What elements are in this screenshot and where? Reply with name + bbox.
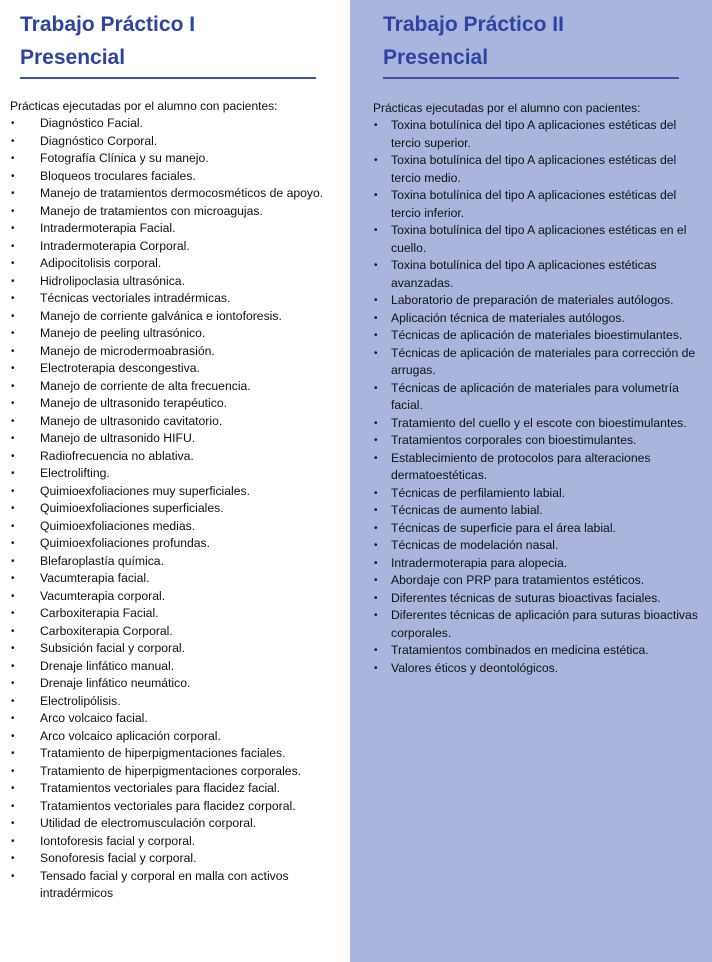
bullet-icon: •: [374, 487, 378, 499]
bullet-icon: •: [11, 695, 15, 707]
list-item-text: Toxina botulínica del tipo A aplicaciones estéticas avanzadas.: [391, 258, 657, 290]
list-item: [10, 168, 340, 186]
list-item: [10, 623, 340, 641]
list-item-text: Arco volcaico facial.: [40, 711, 148, 725]
list-item: [373, 450, 698, 485]
list-item: [10, 308, 340, 326]
bullet-icon: •: [11, 730, 15, 742]
bullet-icon: •: [11, 573, 15, 584]
title-line-1: Trabajo Práctico II: [383, 13, 564, 36]
list-item-text: Aplicación técnica de materiales autólogos.: [391, 310, 625, 325]
bullet-icon: •: [374, 155, 378, 166]
list-item: [10, 815, 340, 833]
list-item: [10, 413, 340, 431]
bullet-icon: •: [11, 520, 15, 532]
bullet-icon: •: [11, 835, 15, 847]
list-item-text: Quimioexfoliaciones superficiales.: [40, 501, 224, 515]
intro-text: Prácticas ejecutadas por el alumno con pacientes:: [10, 99, 278, 113]
column-title: [20, 8, 195, 74]
bullet-icon: •: [374, 295, 378, 306]
bullet-icon: •: [374, 645, 378, 656]
list-item: [373, 257, 698, 292]
bullet-icon: •: [374, 452, 378, 464]
list-item-text: Laboratorio de preparación de materiales autólogos.: [391, 293, 674, 307]
title-underline: [20, 77, 316, 79]
list-item-text: Carboxiterapia Facial.: [40, 606, 159, 620]
list-item: [10, 710, 340, 728]
list-item: [10, 238, 340, 256]
bullet-icon: •: [11, 818, 15, 829]
list-item-text: Manejo de ultrasonido terapéutico.: [40, 396, 227, 410]
bullet-icon: •: [11, 415, 15, 427]
list-item-text: Quimioexfoliaciones muy superficiales.: [40, 483, 250, 498]
list-item: [10, 325, 340, 343]
list-item: [10, 255, 340, 273]
list-item: [373, 590, 698, 608]
list-item-text: Electrolipólisis.: [40, 693, 121, 708]
list-item: [10, 483, 340, 501]
list-item-text: Electroterapia descongestiva.: [40, 361, 200, 375]
list-item: [10, 763, 340, 781]
list-item-text: Tratamientos combinados en medicina estética.: [391, 643, 649, 657]
bullet-icon: •: [11, 625, 15, 637]
list-item-text: Diferentes técnicas de aplicación para suturas bioactivas corporales.: [391, 608, 698, 640]
list-item-text: Utilidad de electromusculación corporal.: [40, 816, 257, 830]
bullet-icon: •: [11, 643, 15, 654]
title-line-2: Presencial: [383, 46, 489, 69]
list-item: [10, 448, 340, 466]
list-item-text: Valores éticos y deontológicos.: [391, 660, 559, 675]
list-item: [10, 868, 340, 903]
list-item-text: Blefaroplastía química.: [40, 553, 164, 568]
bullet-icon: •: [11, 485, 15, 497]
bullet-icon: •: [374, 610, 378, 621]
bullet-icon: •: [11, 783, 15, 794]
bullet-icon: •: [11, 590, 15, 602]
list-item-text: Manejo de tratamientos con microagujas.: [40, 203, 263, 218]
bullet-icon: •: [11, 170, 15, 182]
list-item-text: Intradermoterapia Corporal.: [40, 238, 190, 253]
list-item: [10, 833, 340, 851]
bullet-icon: •: [374, 120, 378, 131]
list-item: [373, 537, 698, 555]
list-item-text: Fotografía Clínica y su manejo.: [40, 151, 209, 165]
list-item: [10, 185, 340, 203]
bullet-icon: •: [11, 555, 15, 567]
list-item: [10, 658, 340, 676]
bullet-icon: •: [374, 540, 378, 551]
bullet-icon: •: [11, 328, 15, 339]
bullet-icon: •: [11, 678, 15, 689]
list-item-text: Técnicas de superficie para el área labial.: [391, 520, 616, 535]
bullet-icon: •: [11, 188, 15, 199]
list-item: [10, 518, 340, 536]
list-item: [373, 660, 698, 678]
bullet-icon: •: [11, 345, 15, 357]
list-item-text: Vacumterapia corporal.: [40, 588, 166, 603]
list-item: [10, 640, 340, 658]
list-item: [10, 220, 340, 238]
list-item-text: Drenaje linfático manual.: [40, 658, 175, 673]
intro-text: Prácticas ejecutadas por el alumno con pacientes:: [373, 101, 641, 115]
list-item-text: Bloqueos troculares faciales.: [40, 168, 196, 183]
list-item-text: Radiofrecuencia no ablativa.: [40, 448, 194, 463]
list-item: [373, 117, 698, 152]
list-item: [373, 222, 698, 257]
list-item-text: Tratamiento de hiperpigmentaciones corporales.: [40, 763, 302, 778]
bullet-icon: •: [11, 223, 15, 234]
list-item: [373, 502, 698, 520]
list-item: [10, 378, 340, 396]
list-item-text: Sonoforesis facial y corporal.: [40, 851, 197, 865]
bullet-icon: •: [11, 450, 15, 462]
list-item-text: Abordaje con PRP para tratamientos estéticos.: [391, 573, 645, 587]
list-item-text: Manejo de tratamientos dermocosméticos de apoyo.: [40, 186, 324, 200]
list-item: [10, 360, 340, 378]
bullet-icon: •: [11, 398, 15, 409]
bullet-icon: •: [374, 435, 378, 446]
bullet-icon: •: [11, 800, 15, 812]
list-item: [373, 327, 698, 345]
list-item: [10, 798, 340, 816]
bullet-icon: •: [374, 190, 378, 201]
bullet-icon: •: [11, 258, 15, 269]
bullet-icon: •: [11, 240, 15, 252]
list-item-text: Subsición facial y corporal.: [40, 641, 185, 655]
list-item: [10, 465, 340, 483]
list-item: [373, 520, 698, 538]
list-item-text: Toxina botulínica del tipo A aplicaciones estéticas del tercio inferior.: [391, 188, 677, 220]
list-item-text: Tensado facial y corporal en malla con activos intradérmicos: [40, 868, 289, 900]
practice-list: [10, 115, 340, 903]
list-item-text: Tratamiento del cuello y el escote con bioestimulantes.: [391, 415, 687, 430]
bullet-icon: •: [11, 503, 15, 514]
list-item: [10, 745, 340, 763]
list-item-text: Técnicas de modelación nasal.: [391, 538, 559, 552]
list-item: [373, 572, 698, 590]
list-item-text: Manejo de corriente galvánica e iontoforesis.: [40, 308, 282, 323]
bullet-icon: •: [11, 205, 15, 217]
list-item: [373, 607, 698, 642]
list-item: [10, 500, 340, 518]
list-item: [373, 292, 698, 310]
list-item: [10, 728, 340, 746]
bullet-icon: •: [11, 153, 15, 164]
list-item: [10, 693, 340, 711]
bullet-icon: •: [374, 505, 378, 516]
list-item: [10, 588, 340, 606]
bullet-icon: •: [11, 433, 15, 444]
list-item: [10, 535, 340, 553]
list-item-text: Intradermoterapia para alopecia.: [391, 555, 568, 570]
bullet-icon: •: [374, 312, 378, 324]
list-item: [373, 380, 698, 415]
list-item: [373, 187, 698, 222]
bullet-icon: •: [11, 870, 15, 882]
list-item-text: Manejo de ultrasonido cavitatorio.: [40, 413, 223, 428]
list-item: [10, 430, 340, 448]
list-item-text: Técnicas de aplicación de materiales para corrección de arrugas.: [391, 345, 696, 377]
bullet-icon: •: [11, 380, 15, 392]
bullet-icon: •: [374, 522, 378, 534]
list-item: [10, 850, 340, 868]
column-practico-2: [350, 0, 712, 962]
title-underline: [383, 77, 679, 79]
bullet-icon: •: [11, 765, 15, 777]
title-line-2: Presencial: [20, 46, 126, 69]
list-item: [10, 675, 340, 693]
list-item-text: Iontoforesis facial y corporal.: [40, 833, 196, 848]
list-item-text: Carboxiterapia Corporal.: [40, 623, 173, 638]
list-item: [373, 432, 698, 450]
list-item-text: Tratamientos vectoriales para flacidez facial.: [40, 781, 281, 795]
list-item-text: Técnicas de aplicación de materiales para volumetría facial.: [391, 380, 679, 412]
list-item: [10, 133, 340, 151]
column-title: [383, 8, 564, 74]
list-item: [10, 290, 340, 308]
list-item-text: Manejo de peeling ultrasónico.: [40, 326, 206, 340]
bullet-icon: •: [11, 713, 15, 724]
list-item-text: Quimioexfoliaciones profundas.: [40, 536, 211, 550]
bullet-icon: •: [374, 592, 378, 604]
list-item-text: Tratamiento de hiperpigmentaciones faciales.: [40, 746, 286, 760]
list-item: [373, 642, 698, 660]
list-item-text: Manejo de ultrasonido HIFU.: [40, 431, 196, 445]
list-item: [10, 605, 340, 623]
list-item-text: Electrolifting.: [40, 466, 110, 480]
bullet-icon: •: [374, 575, 378, 586]
column-practico-1: [0, 0, 348, 962]
list-item: [10, 395, 340, 413]
practice-list: [373, 117, 698, 677]
list-item-text: Adipocitolisis corporal.: [40, 256, 162, 270]
list-item-text: Técnicas de perfilamiento labial.: [391, 485, 566, 500]
list-item-text: Drenaje linfático neumático.: [40, 676, 191, 690]
list-item-text: Intradermoterapia Facial.: [40, 221, 176, 235]
list-item-text: Hidrolipoclasia ultrasónica.: [40, 273, 185, 288]
list-item: [373, 415, 698, 433]
list-item-text: Establecimiento de protocolos para alteraciones dermatoestéticas.: [391, 450, 651, 482]
list-item-text: Vacumterapia facial.: [40, 571, 150, 585]
list-item: [10, 203, 340, 221]
list-item-text: Manejo de corriente de alta frecuencia.: [40, 378, 251, 393]
bullet-icon: •: [11, 293, 15, 304]
bullet-icon: •: [11, 135, 15, 147]
bullet-icon: •: [374, 260, 378, 271]
list-item-text: Manejo de microdermoabrasión.: [40, 343, 215, 358]
title-line-1: Trabajo Práctico I: [20, 13, 196, 36]
bullet-icon: •: [11, 660, 15, 672]
list-item: [10, 343, 340, 361]
list-item-text: Arco volcaico aplicación corporal.: [40, 728, 221, 743]
bullet-icon: •: [11, 608, 15, 619]
list-item-text: Toxina botulínica del tipo A aplicaciones estéticas del tercio superior.: [391, 118, 677, 150]
list-item: [373, 555, 698, 573]
bullet-icon: •: [374, 382, 378, 394]
bullet-icon: •: [374, 662, 378, 674]
list-item-text: Tratamientos corporales con bioestimulantes.: [391, 433, 637, 447]
bullet-icon: •: [11, 310, 15, 322]
list-item-text: Diagnóstico Facial.: [40, 116, 143, 130]
list-item-text: Toxina botulínica del tipo A aplicaciones estéticas en el cuello.: [391, 223, 687, 255]
bullet-icon: •: [11, 748, 15, 759]
list-item: [10, 273, 340, 291]
bullet-icon: •: [374, 347, 378, 359]
bullet-icon: •: [11, 275, 15, 287]
list-item: [10, 150, 340, 168]
list-item: [373, 485, 698, 503]
bullet-icon: •: [11, 118, 15, 129]
bullet-icon: •: [374, 330, 378, 341]
list-item: [10, 553, 340, 571]
list-item: [10, 115, 340, 133]
list-item: [10, 570, 340, 588]
list-item-text: Técnicas de aumento labial.: [391, 503, 543, 517]
list-item: [373, 152, 698, 187]
list-item-text: Diferentes técnicas de suturas bioactivas faciales.: [391, 590, 661, 605]
bullet-icon: •: [11, 468, 15, 479]
bullet-icon: •: [374, 225, 378, 236]
bullet-icon: •: [374, 557, 378, 569]
bullet-icon: •: [11, 538, 15, 549]
bullet-icon: •: [11, 363, 15, 374]
bullet-icon: •: [374, 417, 378, 429]
list-item: [373, 345, 698, 380]
list-item-text: Técnicas vectoriales intradérmicas.: [40, 291, 231, 305]
list-item: [10, 780, 340, 798]
list-item-text: Toxina botulínica del tipo A aplicaciones estéticas del tercio medio.: [391, 153, 677, 185]
list-item-text: Diagnóstico Corporal.: [40, 133, 158, 148]
list-item-text: Quimioexfoliaciones medias.: [40, 518, 196, 533]
list-item-text: Técnicas de aplicación de materiales bioestimulantes.: [391, 328, 683, 342]
list-item: [373, 310, 698, 328]
bullet-icon: •: [11, 853, 15, 864]
list-item-text: Tratamientos vectoriales para flacidez corporal.: [40, 798, 296, 813]
